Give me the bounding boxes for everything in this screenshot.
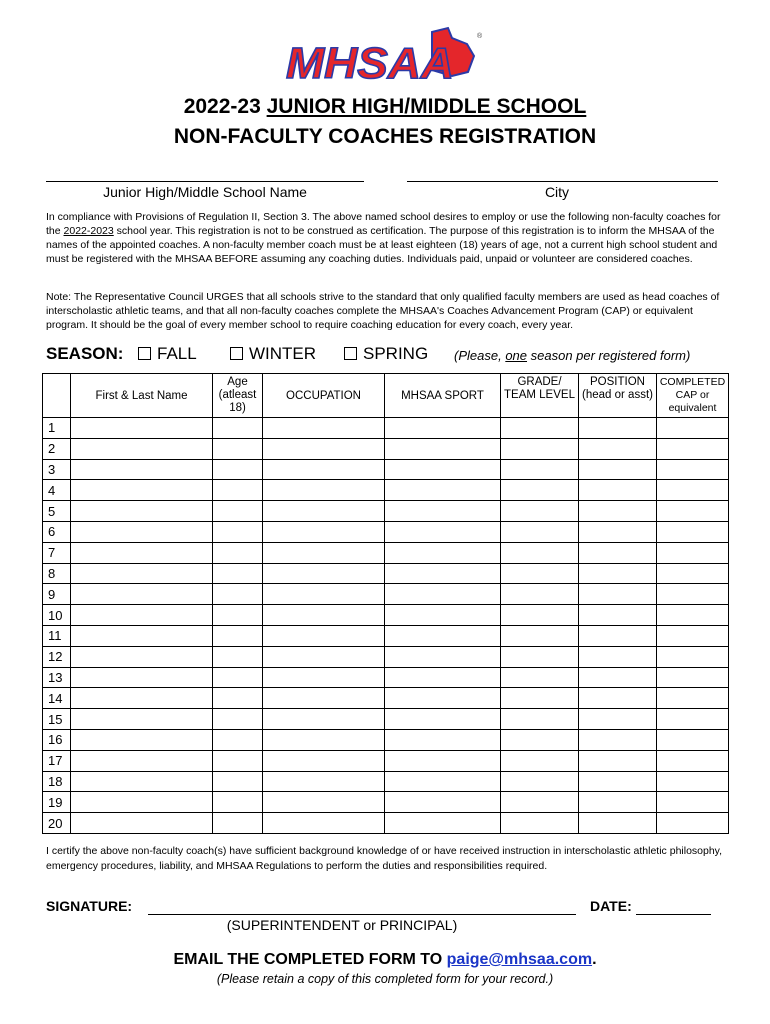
table-cell[interactable] bbox=[71, 813, 213, 834]
table-cell[interactable] bbox=[71, 750, 213, 771]
table-row bbox=[43, 418, 729, 439]
table-cell[interactable] bbox=[385, 605, 501, 626]
table-cell[interactable] bbox=[263, 792, 385, 813]
table-cell[interactable] bbox=[385, 667, 501, 688]
table-cell[interactable] bbox=[213, 480, 263, 501]
table-cell[interactable] bbox=[657, 688, 729, 709]
table-cell[interactable] bbox=[213, 750, 263, 771]
table-cell[interactable] bbox=[657, 750, 729, 771]
table-cell[interactable] bbox=[657, 563, 729, 584]
row-number: 8 bbox=[43, 563, 71, 584]
header-sport: MHSAA SPORT bbox=[385, 374, 501, 418]
table-cell[interactable] bbox=[579, 771, 657, 792]
table-cell[interactable] bbox=[71, 646, 213, 667]
table-cell[interactable] bbox=[263, 459, 385, 480]
header-name: First & Last Name bbox=[71, 374, 213, 418]
date-label: DATE: bbox=[590, 898, 632, 914]
table-cell[interactable] bbox=[385, 584, 501, 605]
table-cell[interactable] bbox=[71, 688, 213, 709]
table-cell[interactable] bbox=[657, 521, 729, 542]
school-name-label: Junior High/Middle School Name bbox=[103, 184, 307, 200]
signature-label: SIGNATURE: bbox=[46, 898, 133, 914]
table-cell[interactable] bbox=[213, 688, 263, 709]
table-cell[interactable] bbox=[71, 438, 213, 459]
table-cell[interactable] bbox=[657, 813, 729, 834]
table-cell[interactable] bbox=[657, 771, 729, 792]
table-row bbox=[43, 459, 729, 480]
table-cell[interactable] bbox=[657, 542, 729, 563]
table-cell[interactable] bbox=[657, 418, 729, 439]
table-cell[interactable] bbox=[263, 750, 385, 771]
table-cell[interactable] bbox=[71, 625, 213, 646]
table-cell[interactable] bbox=[579, 729, 657, 750]
season-note: (Please, one season per registered form) bbox=[454, 348, 691, 363]
table-row bbox=[43, 625, 729, 646]
season-option-fall[interactable]: FALL bbox=[138, 344, 197, 364]
table-cell[interactable] bbox=[501, 709, 579, 730]
winter-checkbox[interactable] bbox=[230, 347, 243, 360]
table-cell[interactable] bbox=[263, 501, 385, 522]
table-cell[interactable] bbox=[501, 813, 579, 834]
table-cell[interactable] bbox=[501, 625, 579, 646]
table-cell[interactable] bbox=[385, 688, 501, 709]
table-cell[interactable] bbox=[263, 646, 385, 667]
table-cell[interactable] bbox=[501, 646, 579, 667]
table-cell[interactable] bbox=[213, 521, 263, 542]
header-age: Age (atleast 18) bbox=[213, 374, 263, 418]
table-header-row bbox=[43, 374, 729, 418]
table-cell[interactable] bbox=[385, 542, 501, 563]
row-number: 15 bbox=[43, 709, 71, 730]
table-cell[interactable] bbox=[501, 459, 579, 480]
table-cell[interactable] bbox=[385, 771, 501, 792]
table-cell[interactable] bbox=[263, 480, 385, 501]
table-cell[interactable] bbox=[385, 501, 501, 522]
table-cell[interactable] bbox=[385, 625, 501, 646]
header-occupation: OCCUPATION bbox=[263, 374, 385, 418]
table-cell[interactable] bbox=[71, 771, 213, 792]
table-cell[interactable] bbox=[657, 501, 729, 522]
table-row bbox=[43, 605, 729, 626]
table-cell[interactable] bbox=[579, 542, 657, 563]
table-cell[interactable] bbox=[501, 418, 579, 439]
table-row bbox=[43, 521, 729, 542]
table-cell[interactable] bbox=[579, 584, 657, 605]
row-number: 12 bbox=[43, 646, 71, 667]
row-number: 18 bbox=[43, 771, 71, 792]
table-cell[interactable] bbox=[263, 542, 385, 563]
table-cell[interactable] bbox=[501, 605, 579, 626]
table-cell[interactable] bbox=[579, 521, 657, 542]
table-cell[interactable] bbox=[71, 792, 213, 813]
table-cell[interactable] bbox=[263, 771, 385, 792]
row-number: 5 bbox=[43, 501, 71, 522]
row-number: 9 bbox=[43, 584, 71, 605]
spring-checkbox[interactable] bbox=[344, 347, 357, 360]
table-cell[interactable] bbox=[579, 688, 657, 709]
table-cell[interactable] bbox=[579, 563, 657, 584]
table-cell[interactable] bbox=[263, 521, 385, 542]
header-position: POSITION (head or asst) bbox=[579, 374, 657, 418]
table-cell[interactable] bbox=[263, 605, 385, 626]
table-cell[interactable] bbox=[213, 771, 263, 792]
table-cell[interactable] bbox=[385, 792, 501, 813]
table-cell[interactable] bbox=[71, 667, 213, 688]
row-number: 16 bbox=[43, 729, 71, 750]
table-cell[interactable] bbox=[385, 729, 501, 750]
table-cell[interactable] bbox=[579, 418, 657, 439]
table-cell[interactable] bbox=[213, 501, 263, 522]
table-cell[interactable] bbox=[501, 750, 579, 771]
table-cell[interactable] bbox=[263, 729, 385, 750]
table-cell[interactable] bbox=[657, 625, 729, 646]
table-row bbox=[43, 646, 729, 667]
table-cell[interactable] bbox=[385, 480, 501, 501]
table-cell[interactable] bbox=[501, 771, 579, 792]
table-row bbox=[43, 542, 729, 563]
table-cell[interactable] bbox=[579, 709, 657, 730]
table-row bbox=[43, 771, 729, 792]
table-cell[interactable] bbox=[579, 646, 657, 667]
table-cell[interactable] bbox=[263, 688, 385, 709]
table-cell[interactable] bbox=[501, 667, 579, 688]
table-cell[interactable] bbox=[657, 729, 729, 750]
row-number: 4 bbox=[43, 480, 71, 501]
table-cell[interactable] bbox=[579, 459, 657, 480]
table-row bbox=[43, 750, 729, 771]
table-cell[interactable] bbox=[213, 584, 263, 605]
registered-mark: ® bbox=[477, 33, 483, 40]
table-cell[interactable] bbox=[385, 750, 501, 771]
table-cell[interactable] bbox=[213, 563, 263, 584]
table-cell[interactable] bbox=[213, 667, 263, 688]
signature-line[interactable] bbox=[148, 914, 576, 915]
table-cell[interactable] bbox=[263, 813, 385, 834]
table-cell[interactable] bbox=[385, 459, 501, 480]
form-title-line2: NON-FACULTY COACHES REGISTRATION bbox=[173, 125, 597, 148]
certification-text: I certify the above non-faculty coach(s) have sufficient background knowledge of or have received instruction in interscholastic athletic philosophy, emergency procedures, liability, and MHSAA Regulations to perform the duties and responsibilities required. bbox=[46, 845, 723, 872]
table-cell[interactable] bbox=[263, 709, 385, 730]
table-cell[interactable] bbox=[213, 646, 263, 667]
table-cell[interactable] bbox=[213, 418, 263, 439]
table-cell[interactable] bbox=[657, 792, 729, 813]
signature-subtitle: (SUPERINTENDENT or PRINCIPAL) bbox=[226, 917, 458, 933]
table-row bbox=[43, 584, 729, 605]
city-label: City bbox=[544, 184, 570, 200]
table-cell[interactable] bbox=[657, 438, 729, 459]
table-cell[interactable] bbox=[263, 418, 385, 439]
table-cell[interactable] bbox=[657, 480, 729, 501]
email-instruction: EMAIL THE COMPLETED FORM TO paige@mhsaa.com. bbox=[173, 951, 597, 968]
table-cell[interactable] bbox=[579, 501, 657, 522]
header-row-number bbox=[43, 374, 71, 418]
season-label: SEASON: bbox=[46, 344, 124, 363]
table-cell[interactable] bbox=[213, 813, 263, 834]
table-cell[interactable] bbox=[657, 459, 729, 480]
table-cell[interactable] bbox=[213, 792, 263, 813]
table-cell[interactable] bbox=[71, 501, 213, 522]
table-cell[interactable] bbox=[657, 709, 729, 730]
row-number: 10 bbox=[43, 605, 71, 626]
table-cell[interactable] bbox=[501, 542, 579, 563]
row-number: 6 bbox=[43, 521, 71, 542]
table-cell[interactable] bbox=[71, 459, 213, 480]
table-cell[interactable] bbox=[501, 688, 579, 709]
table-cell[interactable] bbox=[71, 709, 213, 730]
table-cell[interactable] bbox=[263, 584, 385, 605]
table-cell[interactable] bbox=[71, 542, 213, 563]
table-row bbox=[43, 501, 729, 522]
table-cell[interactable] bbox=[579, 813, 657, 834]
table-cell[interactable] bbox=[385, 521, 501, 542]
table-row bbox=[43, 709, 729, 730]
table-cell[interactable] bbox=[657, 605, 729, 626]
table-row bbox=[43, 480, 729, 501]
row-number: 13 bbox=[43, 667, 71, 688]
row-number: 19 bbox=[43, 792, 71, 813]
row-number: 7 bbox=[43, 542, 71, 563]
table-cell[interactable] bbox=[501, 521, 579, 542]
form-title-line1: 2022-23 JUNIOR HIGH/MIDDLE SCHOOL bbox=[183, 95, 587, 118]
logo-wordmark: MHSAA bbox=[286, 39, 454, 88]
table-cell[interactable] bbox=[263, 625, 385, 646]
table-cell[interactable] bbox=[213, 729, 263, 750]
note-paragraph: Note: The Representative Council URGES that all schools strive to the standard that only qualified faculty members are used as head coaches of interscholastic athletic teams, and that all non-faculty coaches complete the MHSAA's Coaches Advancement Program (CAP) or equivalent program. It should be the goal of every member school to require coaching education for every coach, every year. bbox=[46, 291, 720, 331]
table-cell[interactable] bbox=[71, 480, 213, 501]
header-grade-level: GRADE/ TEAM LEVEL bbox=[501, 374, 579, 418]
table-row bbox=[43, 563, 729, 584]
table-cell[interactable] bbox=[71, 418, 213, 439]
table-row bbox=[43, 667, 729, 688]
table-cell[interactable] bbox=[385, 646, 501, 667]
table-cell[interactable] bbox=[213, 625, 263, 646]
email-link[interactable]: paige@mhsaa.com bbox=[446, 951, 593, 968]
table-cell[interactable] bbox=[501, 729, 579, 750]
retain-copy-note: (Please retain a copy of this completed form for your record.) bbox=[216, 972, 554, 986]
coaches-table bbox=[42, 373, 729, 834]
table-cell[interactable] bbox=[213, 709, 263, 730]
table-cell[interactable] bbox=[579, 750, 657, 771]
table-cell[interactable] bbox=[263, 667, 385, 688]
city-line[interactable] bbox=[407, 181, 718, 182]
fall-checkbox[interactable] bbox=[138, 347, 151, 360]
table-cell[interactable] bbox=[385, 418, 501, 439]
row-number: 17 bbox=[43, 750, 71, 771]
mhsaa-logo bbox=[282, 26, 487, 88]
table-cell[interactable] bbox=[385, 438, 501, 459]
date-line[interactable] bbox=[636, 914, 711, 915]
table-cell[interactable] bbox=[263, 563, 385, 584]
row-number: 2 bbox=[43, 438, 71, 459]
table-cell[interactable] bbox=[385, 813, 501, 834]
table-cell[interactable] bbox=[657, 584, 729, 605]
table-row bbox=[43, 813, 729, 834]
table-cell[interactable] bbox=[501, 563, 579, 584]
table-cell[interactable] bbox=[385, 709, 501, 730]
school-name-line[interactable] bbox=[46, 181, 364, 182]
row-number: 14 bbox=[43, 688, 71, 709]
table-cell[interactable] bbox=[501, 584, 579, 605]
table-cell[interactable] bbox=[213, 542, 263, 563]
table-row bbox=[43, 792, 729, 813]
table-cell[interactable] bbox=[657, 667, 729, 688]
table-cell[interactable] bbox=[579, 438, 657, 459]
table-cell[interactable] bbox=[71, 521, 213, 542]
table-cell[interactable] bbox=[579, 625, 657, 646]
row-number: 20 bbox=[43, 813, 71, 834]
table-row bbox=[43, 729, 729, 750]
table-cell[interactable] bbox=[213, 605, 263, 626]
table-cell[interactable] bbox=[501, 480, 579, 501]
table-cell[interactable] bbox=[213, 438, 263, 459]
row-number: 3 bbox=[43, 459, 71, 480]
table-cell[interactable] bbox=[579, 480, 657, 501]
table-cell[interactable] bbox=[263, 438, 385, 459]
table-cell[interactable] bbox=[71, 729, 213, 750]
table-cell[interactable] bbox=[71, 605, 213, 626]
table-row bbox=[43, 438, 729, 459]
season-option-spring[interactable]: SPRING bbox=[344, 344, 428, 364]
table-cell[interactable] bbox=[71, 584, 213, 605]
table-cell[interactable] bbox=[71, 563, 213, 584]
table-cell[interactable] bbox=[213, 459, 263, 480]
row-number: 1 bbox=[43, 418, 71, 439]
table-cell[interactable] bbox=[579, 667, 657, 688]
compliance-paragraph: In compliance with Provisions of Regulation II, Section 3. The above named school desires to employ or use the following non-faculty coaches for the 2022-2023 school year. This registration is not to be construed as certification. The purpose of this registration is to inform the MHSAA of the names of the appointed coaches. A non-faculty member coach must be at least eighteen (18) years of age, not a current high school student and must be registered with the MHSAA BEFORE assuming any coaching duties. Individuals paid, unpaid or volunteer are considered coaches. bbox=[46, 211, 721, 265]
header-completed-cap: COMPLETED CAP or equivalent bbox=[657, 374, 729, 418]
table-cell[interactable] bbox=[579, 792, 657, 813]
table-cell[interactable] bbox=[579, 605, 657, 626]
table-cell[interactable] bbox=[501, 438, 579, 459]
row-number: 11 bbox=[43, 625, 71, 646]
table-cell[interactable] bbox=[501, 792, 579, 813]
season-option-winter[interactable]: WINTER bbox=[230, 344, 316, 364]
table-cell[interactable] bbox=[657, 646, 729, 667]
table-cell[interactable] bbox=[501, 501, 579, 522]
table-row bbox=[43, 688, 729, 709]
table-cell[interactable] bbox=[385, 563, 501, 584]
